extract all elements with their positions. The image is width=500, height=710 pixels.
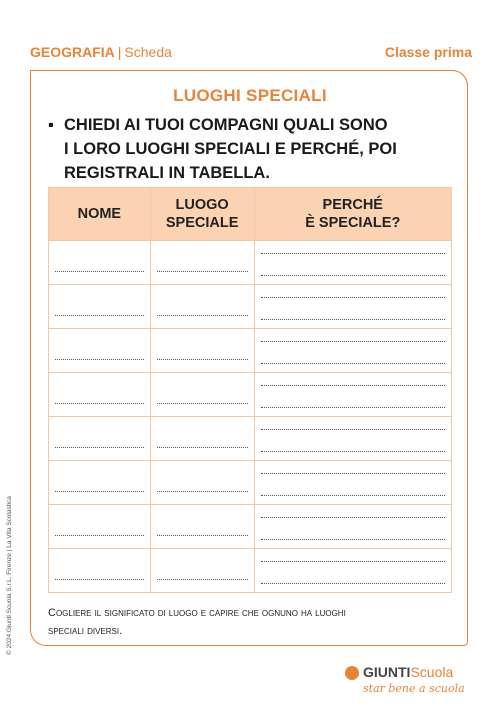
table-body xyxy=(49,241,452,593)
table-row xyxy=(49,505,452,549)
write-in-line xyxy=(261,539,445,540)
why-cell[interactable] xyxy=(254,417,451,461)
place-cell[interactable] xyxy=(150,329,254,373)
write-in-line xyxy=(261,429,445,430)
why-cell[interactable] xyxy=(254,241,451,285)
brand-name xyxy=(363,664,453,680)
why-cell[interactable] xyxy=(254,329,451,373)
why-cell[interactable] xyxy=(254,373,451,417)
place-cell[interactable] xyxy=(150,549,254,593)
write-in-line xyxy=(157,315,248,316)
column-header-text: NOME xyxy=(77,206,122,222)
brand-name-main: GIUNTI xyxy=(363,664,411,680)
write-in-line xyxy=(261,341,445,342)
write-in-line xyxy=(261,495,445,496)
why-cell[interactable] xyxy=(254,285,451,329)
place-cell[interactable] xyxy=(150,241,254,285)
name-cell[interactable] xyxy=(49,241,151,285)
column-header-name xyxy=(49,188,151,241)
write-in-line xyxy=(157,359,248,360)
write-in-line xyxy=(261,319,445,320)
why-cell[interactable] xyxy=(254,505,451,549)
footer-note xyxy=(48,604,458,640)
instruction-line: I LORO LUOGHI SPECIALI E PERCHÉ, POI xyxy=(64,140,397,158)
logo-mark-icon xyxy=(345,666,359,680)
write-in-line xyxy=(157,447,248,448)
write-in-line xyxy=(261,451,445,452)
name-cell[interactable] xyxy=(49,505,151,549)
brand-name-accent: Scuola xyxy=(410,664,454,680)
write-in-line xyxy=(157,403,248,404)
write-in-line xyxy=(55,403,144,404)
subject-label xyxy=(30,44,172,60)
write-in-line xyxy=(261,583,445,584)
place-cell[interactable] xyxy=(150,373,254,417)
table-row xyxy=(49,285,452,329)
column-header-text: LUOGO xyxy=(175,197,229,213)
write-in-line xyxy=(55,359,144,360)
name-cell[interactable] xyxy=(49,329,151,373)
place-cell[interactable] xyxy=(150,285,254,329)
footer-note-line: speciali diversi. xyxy=(48,625,123,637)
write-in-line xyxy=(261,297,445,298)
write-in-line xyxy=(261,473,445,474)
class-label: Classe prima xyxy=(384,44,472,60)
column-header-text: È SPECIALE? xyxy=(305,215,401,231)
write-in-line xyxy=(157,579,248,580)
column-header-text: PERCHÉ xyxy=(322,197,383,213)
subject-separator: | xyxy=(117,44,122,60)
instruction-bullet: ▪ xyxy=(48,116,54,134)
write-in-line xyxy=(261,517,445,518)
sheet-kind: Scheda xyxy=(124,44,172,60)
write-in-line xyxy=(261,363,445,364)
write-in-line xyxy=(55,447,144,448)
survey-table xyxy=(48,187,452,593)
instruction-line: CHIEDI AI TUOI COMPAGNI QUALI SONO xyxy=(64,116,388,134)
page-title: LUOGHI SPECIALI xyxy=(173,86,327,105)
why-cell[interactable] xyxy=(254,461,451,505)
write-in-line xyxy=(55,579,144,580)
table-row xyxy=(49,373,452,417)
write-in-line xyxy=(261,407,445,408)
table-row xyxy=(49,549,452,593)
write-in-line xyxy=(261,275,445,276)
place-cell[interactable] xyxy=(150,505,254,549)
write-in-line xyxy=(157,491,248,492)
name-cell[interactable] xyxy=(49,549,151,593)
name-cell[interactable] xyxy=(49,285,151,329)
table-header-row xyxy=(49,188,452,241)
place-cell[interactable] xyxy=(150,417,254,461)
footer-note-line: Cogliere il significato di luogo e capire che ognuno ha luoghi xyxy=(48,607,346,619)
write-in-line xyxy=(157,271,248,272)
column-header-text: SPECIALE xyxy=(165,215,239,231)
write-in-line xyxy=(55,491,144,492)
write-in-line xyxy=(55,271,144,272)
publisher-logo xyxy=(345,664,465,698)
table-row xyxy=(49,417,452,461)
write-in-line xyxy=(261,385,445,386)
table-row xyxy=(49,329,452,373)
instruction-line: REGISTRALI IN TABELLA. xyxy=(64,164,270,182)
subject-name: GEOGRAFIA xyxy=(30,44,115,60)
place-cell[interactable] xyxy=(150,461,254,505)
write-in-line xyxy=(157,535,248,536)
brand-tagline: star bene a scuola xyxy=(363,682,465,695)
copyright-notice: © 2024 Giunti Scuola S.r.L, Firenze | La Vita Scolastica xyxy=(6,496,13,655)
table-row xyxy=(49,241,452,285)
write-in-line xyxy=(55,315,144,316)
table-row xyxy=(49,461,452,505)
column-header-place xyxy=(150,188,254,241)
name-cell[interactable] xyxy=(49,373,151,417)
write-in-line xyxy=(261,561,445,562)
write-in-line xyxy=(55,535,144,536)
page-header xyxy=(30,44,472,66)
write-in-line xyxy=(261,253,445,254)
column-header-why xyxy=(254,188,451,241)
why-cell[interactable] xyxy=(254,549,451,593)
name-cell[interactable] xyxy=(49,417,151,461)
name-cell[interactable] xyxy=(49,461,151,505)
